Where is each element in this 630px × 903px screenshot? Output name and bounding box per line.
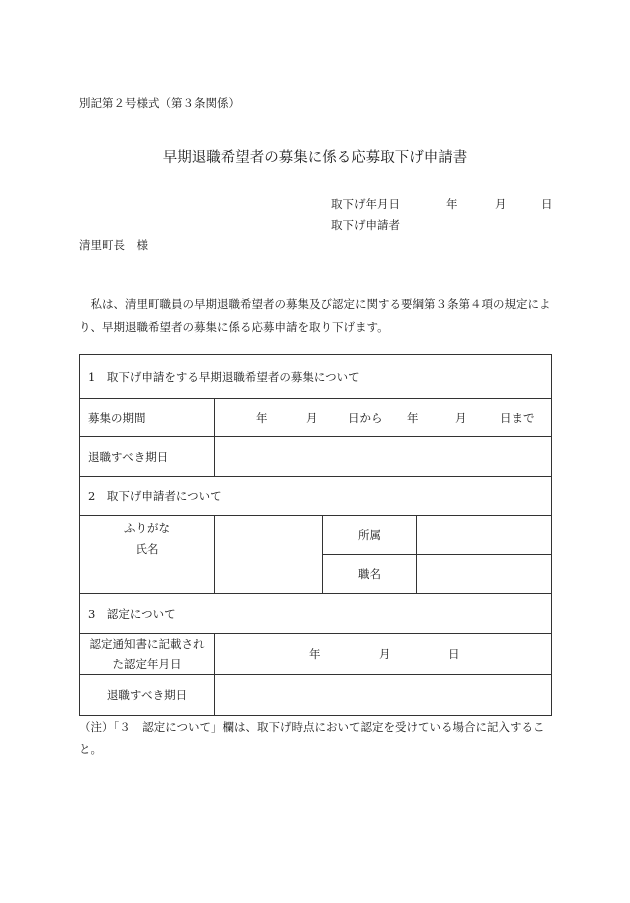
name-label-cell <box>80 516 215 594</box>
name-value[interactable] <box>215 516 323 594</box>
retire-date-label-2: 退職すべき期日 <box>80 675 215 716</box>
footnote: （注）「３ 認定について」欄は、取下げ時点において認定を受けている場合に記入すること。 <box>79 720 545 756</box>
document-title: 早期退職希望者の募集に係る応募取下げ申請書 <box>162 150 468 166</box>
withdraw-date-label: 取下げ年月日 <box>331 197 400 211</box>
furigana-label: ふりがな <box>124 521 170 535</box>
cert-date-value-cell[interactable] <box>215 634 552 675</box>
position-value[interactable] <box>417 555 552 594</box>
application-form-table <box>79 354 552 716</box>
withdraw-month-unit: 月 <box>495 197 507 211</box>
name-label: 氏名 <box>135 542 159 556</box>
section2-header: 2 取下げ申請者について <box>80 477 552 516</box>
body-text: 私は、清里町職員の早期退職希望者の募集及び認定に関する要綱第３条第４項の規定により、早期退職希望者の募集に係る応募申請を取り下げます。 <box>79 297 551 334</box>
period-until: 日まで <box>500 410 535 425</box>
cert-date-label: 認定通知書に記載された認定年月日 <box>80 634 215 675</box>
period-label: 募集の期間 <box>80 399 215 437</box>
retire-date-value-2[interactable] <box>215 675 552 716</box>
period-value-cell[interactable] <box>215 399 552 437</box>
applicant-label: 取下げ申請者 <box>331 218 400 232</box>
affiliation-label: 所属 <box>323 516 417 555</box>
period-month1: 月 <box>306 410 318 425</box>
cert-year: 年 <box>309 647 321 661</box>
period-year1: 年 <box>256 410 268 425</box>
section1-header: 1 取下げ申請をする早期退職希望者の募集について <box>80 355 552 399</box>
position-label: 職名 <box>323 555 417 594</box>
addressee: 清里町長 様 <box>79 238 148 252</box>
withdraw-day-unit: 日 <box>541 197 553 211</box>
cert-month: 月 <box>379 647 391 661</box>
withdraw-year-unit: 年 <box>446 197 458 211</box>
retire-date-value[interactable] <box>215 437 552 477</box>
cert-day: 日 <box>448 647 460 661</box>
period-year2: 年 <box>407 410 419 425</box>
period-month2: 月 <box>455 410 467 425</box>
affiliation-value[interactable] <box>417 516 552 555</box>
section3-header: 3 認定について <box>80 594 552 634</box>
form-number-label: 別記第２号様式（第３条関係） <box>79 96 240 110</box>
retire-date-label: 退職すべき期日 <box>80 437 215 477</box>
period-from: 日から <box>348 410 383 425</box>
